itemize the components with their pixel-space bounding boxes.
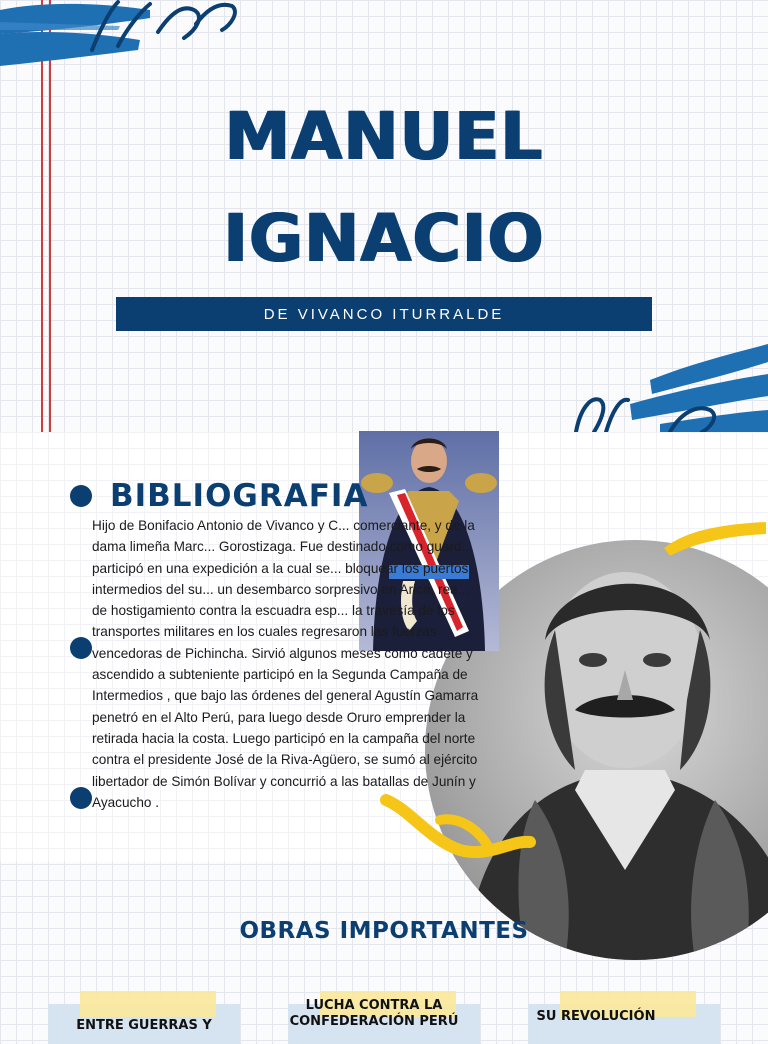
work-card-3-label: SU REVOLUCIÓN [536, 1009, 656, 1024]
bullet-3 [70, 787, 92, 809]
biography-text: Hijo de Bonifacio Antonio de Vivanco y C... comerciante, y de la dama limeña Marc... Gorostizaga. Fue destinado como guard... participó en una expedición a la cual se... bloquear los puertos intermedios del su... un desembarco sorpresivo en Arica, rea... de hostigamiento contra la escuadra esp... la travesía de los transportes militares en los cuales regresaron las fuerzas vencedoras de Pichincha. Sirvió algunos meses como cadete y ascendido a subteniente participó en la Segunda Campaña de Intermedios , que bajo las órdenes del general Agustín Gamarra penetró en el Alto Perú, para luego desde Oruro emprender la retirada hacia la costa. Luego participó en la campaña del norte contra el presidente José de la Riva-Agüero, se sumó al ejército libertador de Simón Bolívar y concurrió a las batallas de Junín y Ayacucho . [92, 518, 479, 810]
bullet-1 [70, 485, 92, 507]
works-heading: OBRAS IMPORTANTES [239, 918, 529, 944]
brush-stroke-right [560, 340, 768, 432]
work-card-1-tape [80, 991, 216, 1017]
biography-heading: BIBLIOGRAFIA [110, 478, 369, 514]
title-line-2: IGNACIO [223, 200, 545, 277]
subtitle-text: DE VIVANCO ITURRALDE [263, 305, 505, 323]
bullet-2 [70, 637, 92, 659]
yellow-brush-top [660, 518, 768, 558]
subtitle-bar [116, 297, 652, 331]
work-card-1-label: ENTRE GUERRAS Y [76, 1018, 212, 1033]
work-card-2-label: LUCHA CONTRA LA CONFEDERACIÓN PERÚ [289, 998, 459, 1029]
brush-stroke-top-left [0, 0, 240, 72]
title-line-1: MANUEL [224, 98, 544, 175]
